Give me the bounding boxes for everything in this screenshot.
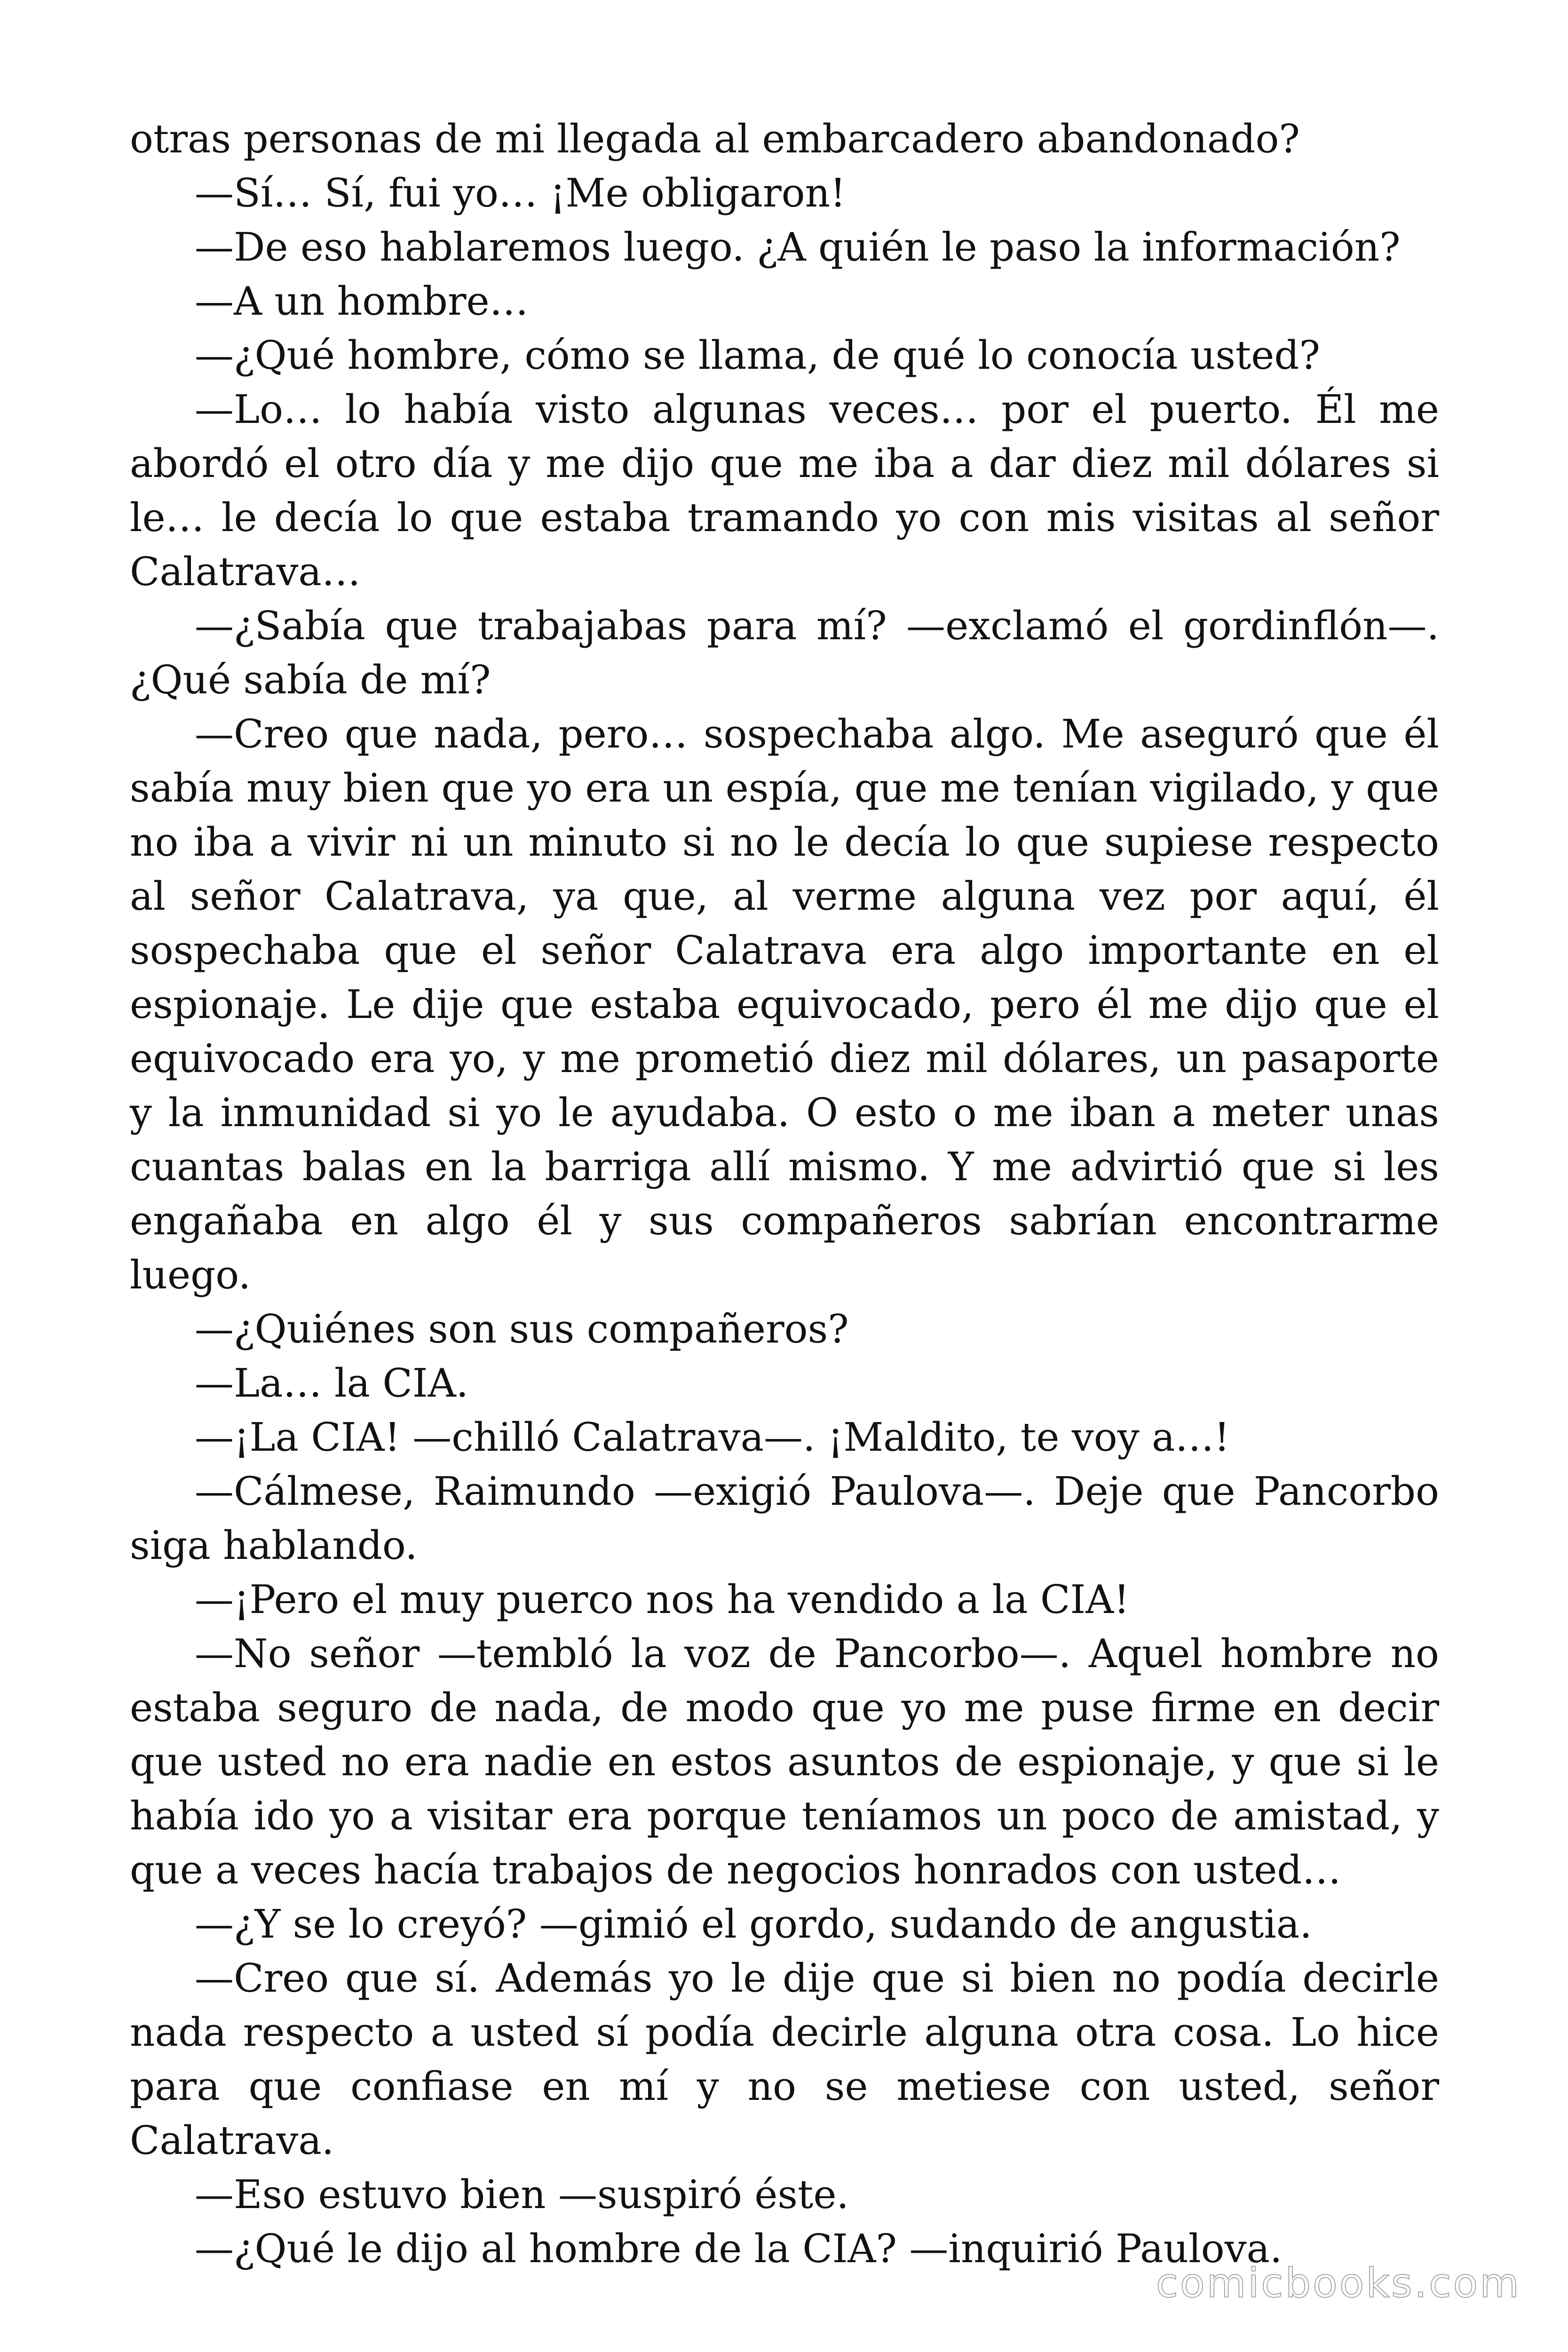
dialogue-paragraph: —La… la CIA. <box>195 1360 469 1406</box>
dialogue-paragraph: —Creo que sí. Además yo le dije que si bien no podía decirle nada respecto a usted sí podía decirle alguna otra cosa. Lo hice para que confiase en mí y no se metiese con usted, señor Calatrava. <box>130 1955 1439 2163</box>
dialogue-paragraph: —¿Quiénes son sus compañeros? <box>195 1306 849 1352</box>
dialogue-paragraph: —Cálmese, Raimundo —exigió Paulova—. Deje que Pancorbo siga hablando. <box>130 1469 1439 1568</box>
dialogue-paragraph: —Lo… lo había visto algunas veces… por el puerto. Él me abordó el otro día y me dijo que me iba a dar diez mil dólares si le… le decía lo que estaba tramando yo con mis visitas al señor Calatrava… <box>130 387 1439 595</box>
dialogue-paragraph: —Eso estuvo bien —suspiró éste. <box>195 2172 849 2217</box>
dialogue-paragraph: —Sí… Sí, fui yo… ¡Me obligaron! <box>195 170 846 216</box>
dialogue-paragraph: —Creo que nada, pero… sospechaba algo. Me aseguró que él sabía muy bien que yo era un espía, que me tenían vigilado, y que no iba a vivir ni un minuto si no le decía lo que supiese respecto al señor Calatrava, ya que, al verme alguna vez por aquí, él sospechaba que el señor Calatrava era algo importante en el espionaje. Le dije que estaba equivocado, pero él me dijo que el equivocado era yo, y me prometió diez mil dólares, un pasaporte y la inmunidad si yo le ayudaba. O esto o me iban a meter unas cuantas balas en la barriga allí mismo. Y me advirtió que si les engañaba en algo él y sus compañeros sabrían encontrarme luego. <box>130 711 1439 1298</box>
dialogue-paragraph: —¿Qué le dijo al hombre de la CIA? —inquirió Paulova. <box>195 2226 1283 2272</box>
dialogue-paragraph: —De eso hablaremos luego. ¿A quién le paso la información? <box>195 224 1401 270</box>
paragraph-continued: otras personas de mi llegada al embarcadero abandonado? <box>130 116 1300 162</box>
dialogue-paragraph: —¡Pero el muy puerco nos ha vendido a la CIA! <box>195 1577 1130 1622</box>
dialogue-paragraph: —¿Y se lo creyó? —gimió el gordo, sudando de angustia. <box>195 1901 1312 1947</box>
page-body <box>130 112 1439 2276</box>
dialogue-paragraph: —A un hombre… <box>195 278 529 324</box>
dialogue-paragraph: —¿Sabía que trabajabas para mí? —exclamó el gordinflón—. ¿Qué sabía de mí? <box>130 603 1439 703</box>
dialogue-paragraph: —No señor —tembló la voz de Pancorbo—. Aquel hombre no estaba seguro de nada, de modo que yo me puse firme en decir que usted no era nadie en estos asuntos de espionaje, y que si le había ido yo a visitar era porque teníamos un poco de amistad, y que a veces hacía trabajos de negocios honrados con usted… <box>130 1631 1439 1893</box>
site-watermark: comicbooks.com <box>1156 2260 1521 2307</box>
dialogue-paragraph: —¿Qué hombre, cómo se llama, de qué lo conocía usted? <box>195 333 1321 378</box>
dialogue-paragraph: —¡La CIA! —chilló Calatrava—. ¡Maldito, te voy a…! <box>195 1414 1230 1460</box>
